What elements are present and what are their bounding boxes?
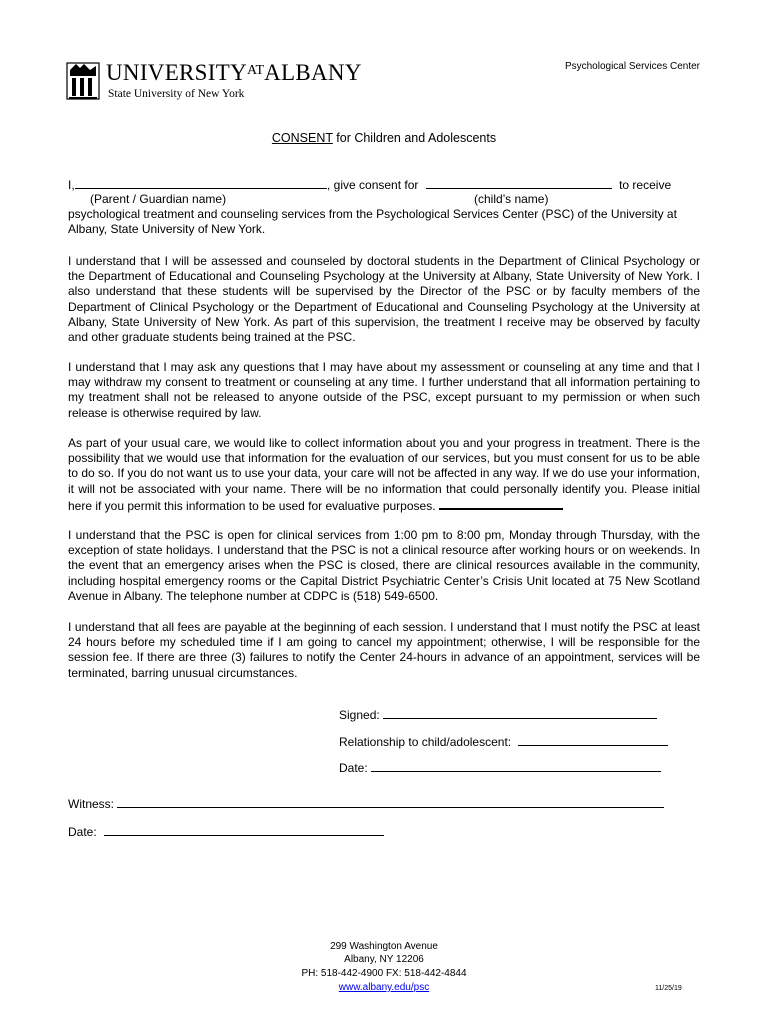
parent-name-field[interactable] [75,177,327,189]
footer-city: Albany, NY 12206 [344,954,424,965]
center-name: Psychological Services Center [564,61,700,72]
relationship-label: Relationship to child/adolescent: [339,735,512,749]
signature-date-field[interactable] [371,760,661,772]
title-consent: CONSENT [271,131,333,145]
university-seal-icon [66,62,100,100]
signature-date-label: Date: [339,761,368,775]
relationship-field[interactable] [518,734,668,746]
paragraph-fees: I understand that all fees are payable at the beginning of each session. I understand that I must notify the PSC at least 24 hours before my scheduled time if I am going to cancel my appointment; otherwise, I will be responsible for the session fee. If there are three (3) failures to notify the Center 24-hours in advance of an appointment, services will be terminated, barring unusual circumstances. [68,620,700,680]
witness-date-label: Date: [68,825,97,839]
data-use-text: As part of your usual care, we would like to collect information about you and your progress in treatment. There is the possibility that we would use that information for the evaluation of our services, but you must consent for us to be able to do so. If you do not want us to use your data, your care will not be affected in any way. If we do use your information, it will not be associated with your name. There will be no information that could personally identify you. Please initial here if you permit this information to be used for evaluative purposes. [68,436,700,513]
university-subtitle: State University of New York [108,88,245,100]
parent-name-caption: (Parent / Guardian name) [90,192,227,206]
witness-row [68,796,664,812]
consent-suffix: to receive [619,178,672,192]
paragraph-hours: I understand that the PSC is open for clinical services from 1:00 pm to 8:00 pm, Monday through Thursday, with the exception of state holidays. I understand that the PSC is not a clinical resource after working hours or on weekends. In the event that an emergency arises when the PSC is closed, there are clinical resources available in the community, including hospital emergency rooms or the Capital District Psychiatric Center’s Crisis Unit located at 75 New Scotland Avenue in Albany. The telephone number at CDPC is (518) 549-6500. [68,528,700,603]
witness-field[interactable] [117,796,664,808]
paragraph-data-use [68,436,700,514]
witness-label: Witness: [68,797,115,811]
consent-continuation: psychological treatment and counseling services from the Psychological Services Center (PSC) of the University at Albany, State University of New York. [68,207,677,237]
signed-label: Signed: [339,708,380,722]
signature-row [339,707,657,723]
footer-street: 299 Washington Avenue [330,941,438,952]
footer-link-row [0,981,768,995]
website-link[interactable]: www.albany.edu/psc [338,982,430,993]
university-wordmark [106,60,362,86]
consent-prefix: I, [68,178,75,192]
signature-field[interactable] [383,707,657,719]
initials-field[interactable] [439,497,563,510]
witness-date-row [68,824,384,840]
wordmark-at: AT [247,63,265,78]
consent-statement-line [68,177,671,193]
title-rest: for Children and Adolescents [332,131,497,145]
revision-date: 11/25/19 [655,985,682,992]
footer-phone: PH: 518-442-4900 FX: 518-442-4844 [301,968,467,979]
consent-middle: , give consent for [327,178,419,192]
wordmark-albany: ALBANY [264,60,362,85]
witness-date-field[interactable] [104,824,384,836]
page-title [0,131,768,145]
signature-date-row [339,760,661,776]
child-name-field[interactable] [426,177,612,189]
paragraph-supervision: I understand that I will be assessed and counseled by doctoral students in the Department of Clinical Psychology or the Department of Educational and Counseling Psychology at the University at Albany, State University of New York. I also understand that these students will be supervised by the Director of the PSC or by faculty members of the Department of Clinical Psychology or the Department of Educational and Counseling Psychology at the University at Albany, State University of New York. As part of this supervision, the treatment I receive may be observed by faculty and other graduate students being trained at the PSC. [68,254,700,345]
relationship-row [339,734,668,750]
wordmark-university: UNIVERSITY [106,60,247,85]
child-name-caption: (child’s name) [474,192,549,206]
paragraph-withdraw-consent: I understand that I may ask any questions that I may have about my assessment or counseling at any time and that I may withdraw my consent to treatment or counseling at any time. I further understand that all information pertaining to my treatment shall not be released to anyone outside of the PSC, except pursuant to my permission or when such release is otherwise required by law. [68,360,700,420]
